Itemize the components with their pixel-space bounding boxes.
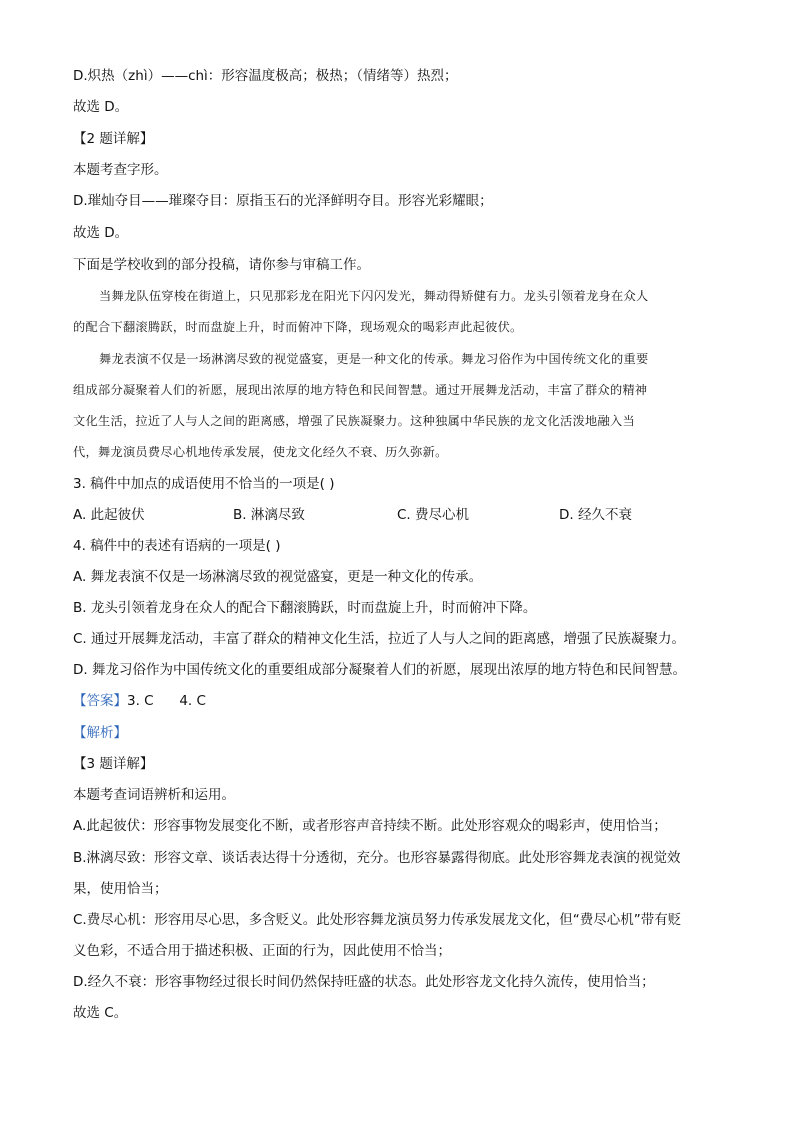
- q2-detail-heading: 【2 题详解】: [73, 131, 154, 147]
- answer-text: 3. C 4. C: [127, 693, 206, 709]
- q3-detail-line: D.经久不衰：形容事物经过很长时间仍然保持旺盛的状态。此处形容龙文化持久流传，使用恰当；: [73, 974, 655, 990]
- question-4-option-d: D. 舞龙习俗作为中国传统文化的重要组成部分凝聚着人们的祈愿，展现出浓厚的地方特色和民间智慧。: [73, 662, 686, 678]
- article-line: 的配合下翻滚腾跃，时而盘旋上升，时而俯冲下降，现场观众的喝彩声此起彼伏。: [73, 320, 523, 334]
- question-3-stem: 3. 稿件中加点的成语使用不恰当的一项是( ): [73, 476, 335, 492]
- q2-conclusion: 故选 D。: [73, 225, 129, 241]
- question-3-option-b: B. 淋漓尽致: [233, 507, 305, 523]
- q3-detail-line: A.此起彼伏：形容事物发展变化不断，或者形容声音持续不断。此处形容观众的喝彩声，使用恰当；: [73, 818, 667, 834]
- article-line: 代，舞龙演员费尽心机地传承发展，使龙文化经久不衰、历久弥新。: [73, 445, 448, 459]
- prev-option-d-explanation: D.炽热（zhì）——chì：形容温度极高；极热；（情绪等）热烈；: [73, 68, 458, 84]
- question-3-option-a: A. 此起彼伏: [73, 507, 145, 523]
- article-line: 舞龙表演不仅是一场淋漓尽致的视觉盛宴，更是一种文化的传承。舞龙习俗作为中国传统文化的重要: [99, 352, 649, 366]
- question-3-option-c: C. 费尽心机: [397, 507, 470, 523]
- q3-detail-topic: 本题考查词语辨析和运用。: [73, 787, 235, 803]
- question-3-option-d: D. 经久不衰: [559, 507, 632, 523]
- q3-detail-line: 义色彩，不适合用于描述积极、正面的行为，因此使用不恰当；: [73, 943, 451, 959]
- q2-option-d-explanation: D.璀灿夺目——璀璨夺目：原指玉石的光泽鲜明夺目。形容光彩耀眼；: [73, 193, 493, 209]
- answer-line: [73, 692, 206, 710]
- article-line: 组成部分凝聚着人们的祈愿，展现出浓厚的地方特色和民间智慧。通过开展舞龙活动，丰富了群众的精神: [73, 383, 648, 397]
- passage-intro: 下面是学校收到的部分投稿，请你参与审稿工作。: [73, 257, 370, 273]
- q3-detail-line: 果，使用恰当；: [73, 881, 168, 897]
- question-4-option-c: C. 通过开展舞龙活动，丰富了群众的精神文化生活，拉近了人与人之间的距离感，增强了民族凝聚力。: [73, 631, 686, 647]
- question-4-option-a: A. 舞龙表演不仅是一场淋漓尽致的视觉盛宴，更是一种文化的传承。: [73, 569, 483, 585]
- question-4-stem: 4. 稿件中的表述有语病的一项是( ): [73, 538, 281, 554]
- article-line: 文化生活，拉近了人与人之间的距离感，增强了民族凝聚力。这种独属中华民族的龙文化活泼地融入当: [73, 414, 635, 428]
- q3-conclusion: 故选 C。: [73, 1005, 128, 1021]
- q3-detail-line: C.费尽心机：形容用尽心思，多含贬义。此处形容舞龙演员努力传承发展龙文化，但“费尽心机”带有贬: [73, 912, 682, 928]
- q3-detail-line: B.淋漓尽致：形容文章、谈话表达得十分透彻，充分。也形容暴露得彻底。此处形容舞龙表演的视觉效: [73, 850, 681, 866]
- question-4-option-b: B. 龙头引领着龙身在众人的配合下翻滚腾跃，时而盘旋上升，时而俯冲下降。: [73, 600, 537, 616]
- article-line: 当舞龙队伍穿梭在街道上，只见那彩龙在阳光下闪闪发光，舞动得矫健有力。龙头引领着龙身在众人: [99, 289, 649, 303]
- prev-conclusion: 故选 D。: [73, 99, 129, 115]
- answer-label: 【答案】: [73, 693, 127, 709]
- analysis-label: 【解析】: [73, 725, 127, 741]
- q3-detail-heading: 【3 题详解】: [73, 756, 154, 772]
- q2-topic: 本题考查字形。: [73, 162, 168, 178]
